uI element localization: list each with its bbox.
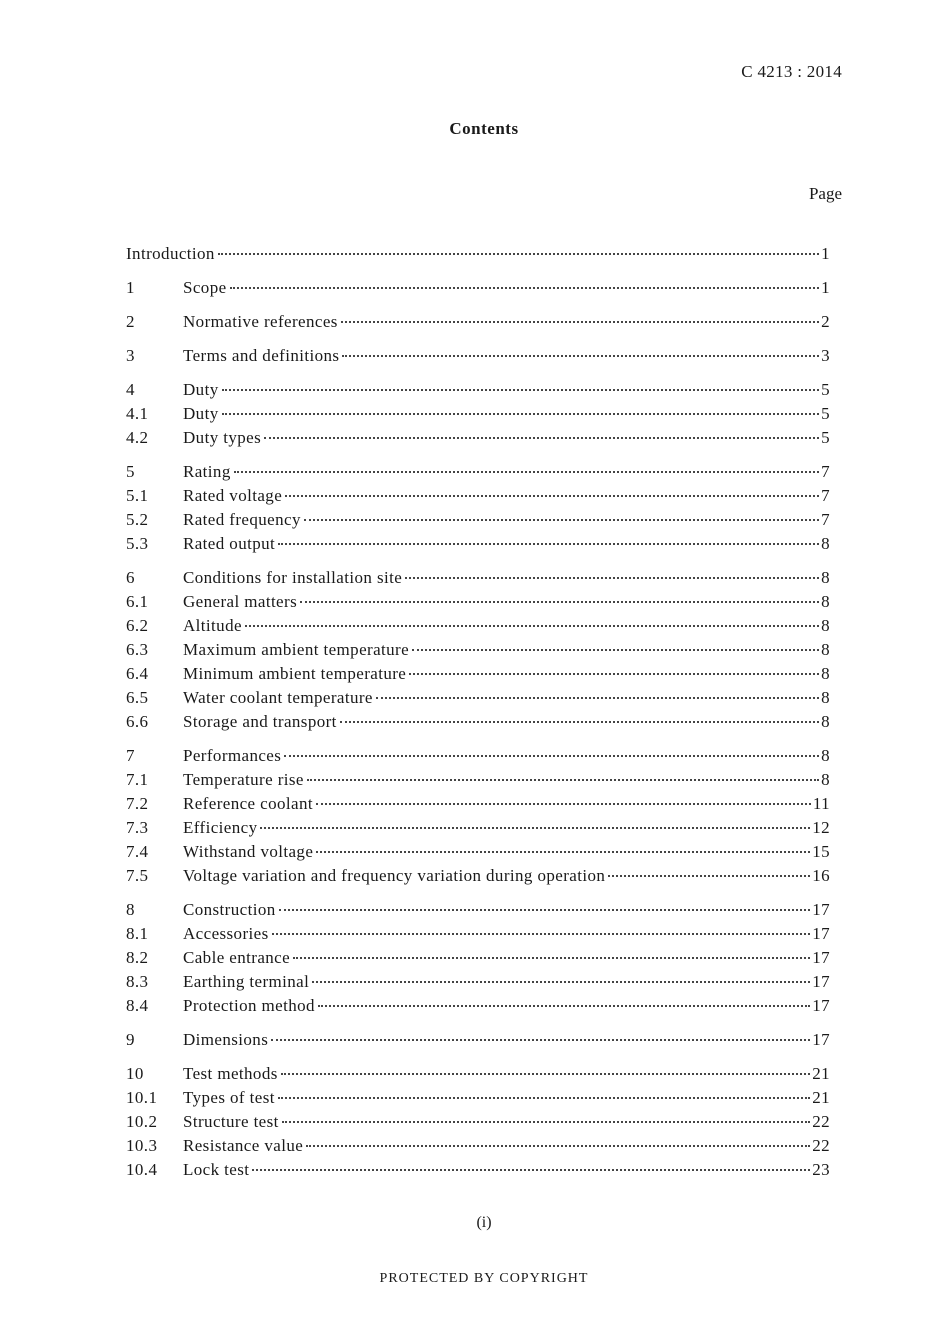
toc-entry[interactable] (126, 818, 830, 842)
toc-entry-label: Normative references (183, 312, 338, 331)
toc-entry-label: General matters (183, 592, 298, 611)
toc-entry-number: 7.5 (126, 866, 149, 885)
toc-entry-page: 8 (821, 640, 830, 659)
toc-entry-number: 5.2 (126, 510, 149, 529)
toc-entry[interactable] (126, 1160, 830, 1184)
toc-entry-number: 6.1 (126, 592, 149, 611)
toc-group-spacer (126, 736, 830, 746)
toc-entry-label: Withstand voltage (183, 842, 314, 861)
toc-entry-label: Construction (183, 900, 276, 919)
toc-entry-number: 6.6 (126, 712, 149, 731)
toc-entry-page: 21 (812, 1088, 830, 1107)
toc-dot-leader (222, 413, 819, 415)
toc-entry-page: 17 (812, 996, 830, 1015)
toc-entry-label: Accessories (183, 924, 269, 943)
toc-dot-leader (300, 601, 819, 603)
toc-entry-number: 6 (126, 568, 135, 587)
toc-entry[interactable] (126, 1088, 830, 1112)
toc-entry-number: 7.2 (126, 794, 149, 813)
toc-entry-page: 7 (821, 462, 830, 481)
page-title: Contents (449, 119, 519, 138)
toc-entry[interactable] (126, 380, 830, 404)
toc-entry-page: 7 (821, 510, 830, 529)
toc-entry[interactable] (126, 794, 830, 818)
toc-entry[interactable] (126, 664, 830, 688)
document-number: C 4213 : 2014 (741, 62, 842, 81)
toc-dot-leader (412, 649, 819, 651)
toc-entry-label: Rating (183, 462, 231, 481)
toc-entry-number: 5 (126, 462, 135, 481)
toc-entry-label: Structure test (183, 1112, 279, 1131)
toc-entry-label: Rated output (183, 534, 276, 553)
toc-entry-page: 17 (812, 900, 830, 919)
toc-entry-number: 9 (126, 1030, 135, 1049)
toc-entry-label: Introduction (126, 244, 215, 263)
toc-group-spacer (126, 370, 830, 380)
toc-entry-page: 3 (821, 346, 830, 365)
toc-dot-leader (260, 827, 810, 829)
toc-entry[interactable] (126, 346, 830, 370)
toc-entry-number: 3 (126, 346, 135, 365)
toc-entry-number: 6.4 (126, 664, 149, 683)
toc-group-spacer (126, 268, 830, 278)
toc-entry-page: 22 (812, 1112, 830, 1131)
toc-entry[interactable] (126, 428, 830, 452)
toc-dot-leader (278, 543, 819, 545)
toc-entry-label: Scope (183, 278, 227, 297)
toc-entry-page: 16 (812, 866, 830, 885)
toc-dot-leader (272, 933, 811, 935)
toc-dot-leader (284, 755, 819, 757)
toc-entry-label: Lock test (183, 1160, 250, 1179)
toc-dot-leader (608, 875, 810, 877)
toc-dot-leader (312, 981, 810, 983)
toc-entry-label: Protection method (183, 996, 315, 1015)
toc-entry[interactable] (126, 568, 830, 592)
table-of-contents (126, 244, 830, 1184)
toc-entry[interactable] (126, 972, 830, 996)
toc-entry-page: 22 (812, 1136, 830, 1155)
toc-dot-leader (307, 779, 819, 781)
toc-entry-number: 5.3 (126, 534, 149, 553)
toc-entry[interactable] (126, 996, 830, 1020)
toc-dot-leader (306, 1145, 810, 1147)
toc-entry[interactable] (126, 842, 830, 866)
toc-entry-label: Reference coolant (183, 794, 313, 813)
toc-entry-label: Altitude (183, 616, 242, 635)
toc-entry-label: Rated voltage (183, 486, 283, 505)
toc-entry-number: 6.5 (126, 688, 149, 707)
toc-entry-page: 17 (812, 948, 830, 967)
toc-entry-number: 5.1 (126, 486, 149, 505)
toc-group-spacer (126, 558, 830, 568)
toc-entry-page: 17 (812, 924, 830, 943)
toc-group-spacer (126, 336, 830, 346)
toc-entry-number: 8.4 (126, 996, 149, 1015)
toc-entry-label: Efficiency (183, 818, 258, 837)
copyright-notice: PROTECTED BY COPYRIGHT (379, 1271, 589, 1286)
toc-dot-leader (285, 495, 819, 497)
toc-entry-page: 8 (821, 534, 830, 553)
footer-page-number: (i) (476, 1214, 492, 1231)
page-column-label: Page (808, 184, 842, 203)
toc-entry-label: Dimensions (183, 1030, 269, 1049)
toc-entry-label: Resistance value (183, 1136, 304, 1155)
toc-entry-number: 1 (126, 278, 135, 297)
toc-entry-number: 7 (126, 746, 135, 765)
toc-entry-label: Terms and definitions (183, 346, 340, 365)
toc-group-spacer (126, 1054, 830, 1064)
toc-entry-page: 5 (821, 380, 830, 399)
toc-entry-page: 8 (821, 592, 830, 611)
toc-entry[interactable] (126, 244, 830, 268)
toc-entry-label: Cable entrance (183, 948, 291, 967)
toc-dot-leader (340, 721, 819, 723)
toc-dot-leader (245, 625, 819, 627)
toc-entry-page: 8 (821, 688, 830, 707)
toc-entry-label: Storage and transport (183, 712, 337, 731)
toc-dot-leader (264, 437, 819, 439)
toc-entry[interactable] (126, 640, 830, 664)
toc-entry[interactable] (126, 770, 830, 794)
toc-entry-number: 2 (126, 312, 135, 331)
toc-entry[interactable] (126, 948, 830, 972)
toc-entry-label: Duty (183, 380, 219, 399)
toc-entry-label: Water coolant temperature (183, 688, 373, 707)
toc-dot-leader (316, 851, 810, 853)
toc-entry-page: 23 (812, 1160, 830, 1179)
toc-entry-number: 10 (126, 1064, 144, 1083)
toc-dot-leader (252, 1169, 810, 1171)
toc-entry[interactable] (126, 866, 830, 890)
toc-entry[interactable] (126, 1030, 830, 1054)
toc-entry-number: 4.1 (126, 404, 149, 423)
toc-group-spacer (126, 452, 830, 462)
toc-dot-leader (316, 803, 811, 805)
toc-entry-label: Minimum ambient temperature (183, 664, 407, 683)
toc-entry-label: Earthing terminal (183, 972, 310, 991)
toc-dot-leader (409, 673, 819, 675)
toc-entry[interactable] (126, 312, 830, 336)
toc-entry-number: 7.1 (126, 770, 149, 789)
toc-entry-label: Conditions for installation site (183, 568, 403, 587)
toc-entry[interactable] (126, 1112, 830, 1136)
toc-dot-leader (281, 1073, 810, 1075)
toc-entry-number: 7.4 (126, 842, 149, 861)
toc-entry-page: 8 (821, 712, 830, 731)
toc-entry-page: 5 (821, 404, 830, 423)
toc-entry-number: 8.1 (126, 924, 149, 943)
toc-entry-page: 8 (821, 568, 830, 587)
toc-dot-leader (293, 957, 810, 959)
toc-entry[interactable] (126, 688, 830, 712)
toc-entry-number: 8.2 (126, 948, 149, 967)
toc-entry-number: 8 (126, 900, 135, 919)
toc-entry[interactable] (126, 510, 830, 534)
toc-entry-number: 10.4 (126, 1160, 158, 1179)
toc-dot-leader (222, 389, 819, 391)
toc-dot-leader (376, 697, 819, 699)
toc-entry-label: Performances (183, 746, 282, 765)
toc-entry-page: 1 (821, 278, 830, 297)
toc-entry-number: 6.2 (126, 616, 149, 635)
toc-entry[interactable] (126, 278, 830, 302)
toc-entry[interactable] (126, 924, 830, 948)
toc-entry-page: 11 (812, 794, 830, 813)
toc-entry-page: 12 (812, 818, 830, 837)
toc-entry-number: 4.2 (126, 428, 149, 447)
toc-entry[interactable] (126, 534, 830, 558)
toc-entry-page: 1 (821, 244, 830, 263)
toc-entry[interactable] (126, 1064, 830, 1088)
toc-entry-label: Voltage variation and frequency variation during operation (183, 866, 606, 885)
toc-entry-page: 15 (812, 842, 830, 861)
toc-dot-leader (304, 519, 819, 521)
toc-entry-page: 17 (812, 972, 830, 991)
toc-entry-number: 10.3 (126, 1136, 158, 1155)
toc-entry-label: Test methods (183, 1064, 278, 1083)
toc-dot-leader (234, 471, 819, 473)
toc-entry-page: 2 (821, 312, 830, 331)
toc-entry-page: 8 (821, 664, 830, 683)
toc-entry[interactable] (126, 712, 830, 736)
toc-entry-page: 8 (821, 770, 830, 789)
toc-group-spacer (126, 1020, 830, 1030)
toc-entry-label: Maximum ambient temperature (183, 640, 410, 659)
toc-entry[interactable] (126, 1136, 830, 1160)
toc-entry[interactable] (126, 616, 830, 640)
toc-dot-leader (271, 1039, 810, 1041)
toc-group-spacer (126, 302, 830, 312)
toc-dot-leader (279, 909, 811, 911)
toc-entry-number: 6.3 (126, 640, 149, 659)
toc-entry-page: 8 (821, 746, 830, 765)
toc-dot-leader (341, 321, 819, 323)
toc-dot-leader (342, 355, 819, 357)
toc-entry[interactable] (126, 900, 830, 924)
toc-entry-label: Temperature rise (183, 770, 304, 789)
toc-dot-leader (405, 577, 819, 579)
toc-entry-label: Rated frequency (183, 510, 301, 529)
toc-dot-leader (282, 1121, 810, 1123)
toc-dot-leader (218, 253, 819, 255)
toc-entry-number: 7.3 (126, 818, 149, 837)
toc-entry-page: 17 (812, 1030, 830, 1049)
toc-entry-page: 7 (821, 486, 830, 505)
toc-entry-page: 5 (821, 428, 830, 447)
toc-group-spacer (126, 890, 830, 900)
toc-entry-page: 8 (821, 616, 830, 635)
toc-entry[interactable] (126, 746, 830, 770)
toc-entry[interactable] (126, 592, 830, 616)
toc-entry-page: 21 (812, 1064, 830, 1083)
toc-entry-number: 10.1 (126, 1088, 158, 1107)
toc-entry[interactable] (126, 462, 830, 486)
toc-entry-number: 8.3 (126, 972, 149, 991)
toc-entry-number: 10.2 (126, 1112, 158, 1131)
toc-entry[interactable] (126, 404, 830, 428)
toc-dot-leader (318, 1005, 810, 1007)
toc-dot-leader (278, 1097, 810, 1099)
toc-entry-number: 4 (126, 380, 135, 399)
toc-entry-label: Duty (183, 404, 219, 423)
toc-entry-label: Types of test (183, 1088, 275, 1107)
toc-entry[interactable] (126, 486, 830, 510)
toc-dot-leader (230, 287, 820, 289)
toc-entry-label: Duty types (183, 428, 262, 447)
